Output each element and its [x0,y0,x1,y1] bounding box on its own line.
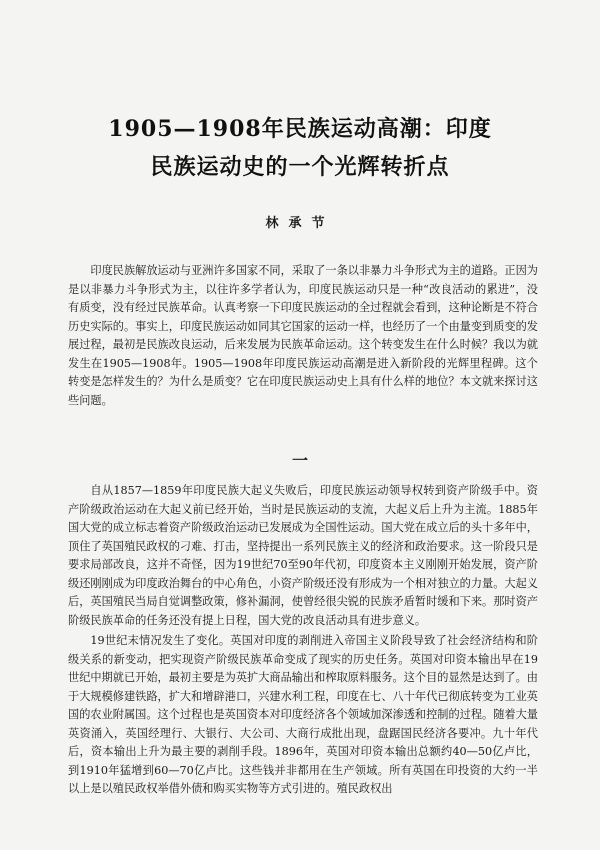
section-heading: 一 [291,451,308,470]
article-title-line-2: 民族运动史的一个光辉转折点 [150,154,450,180]
article-title-line-1: 1905—1908年民族运动高潮：印度 [108,116,492,142]
body-paragraph-2: 19世纪末情况发生了变化。英国对印度的剥削进入帝国主义阶段导致了社会经济结构和阶级关系的新变动，把实现资产阶级民族革命变成了现实的历史任务。英国对印资本输出早在19世纪中期就已开始，最初主要是为英扩大商品输出和榨取原料服务。这个目的显然是达到了。由于大规模修建铁路，扩大和增辟港口，兴建水利工程，印度在七、八十年代已彻底转变为工业英国的农业附属国。这个过程也是英国资本对印度经济各个领域加深渗透和控制的过程。随着大量英资涌入，英国经理行、大银行、大公司、大商行成批出现，盘踞国民经济各要冲。九十年代后，资本输出上升为最主要的剥削手段。1896年，英国对印资本输出总额约40—50亿卢比，到1910年猛增到60—70亿卢比。这些钱并非都用在生产领域。所有英国在印投资的大约一半以上是以殖民政权举借外债和购买实物等方式引进的。殖民政权出 [68,634,538,795]
abstract-paragraph: 印度民族解放运动与亚洲许多国家不同，采取了一条以非暴力斗争形式为主的道路。正因为是以非暴力斗争形式为主，以往许多学者认为，印度民族运动只是一种“改良活动的累进”，没有质变，没有经过民族革命。认真考察一下印度民族运动的全过程就会看到，这种论断是不符合历史实际的。事实上，印度民族运动如同其它国家的运动一样，也经历了一个由量变到质变的发展过程，最初是民族改良运动，后来发展为民族革命运动。这个转变发生在什么时候？我以为就发生在1905—1908年。1905—1908年印度民族运动高潮是进入新阶段的光辉里程碑。这个转变是怎样发生的？为什么是质变？它在印度民族运动史上具有什么样的地位？本文就来探讨这些问题。 [68,264,538,407]
author-name: 林承节 [265,216,335,231]
body-paragraph-1: 自从1857—1859年印度民族大起义失败后，印度民族运动领导权转到资产阶级手中。资产阶级政治运动在大起义前已经开始，当时是民族运动的支流，大起义后上升为主流。1885年国大党的成立标志着资产阶级政治运动已发展成为全国性运动。国大党在成立后的头十多年中，顶住了英国殖民政权的刁难、打击，坚持提出一系列民族主义的经济和政治要求。这一阶段只是要求局部改良，这并不奇怪，因为19世纪70至90年代初，印度资本主义刚刚开始发展，资产阶级还刚刚成为印度政治舞台的中心角色，小资产阶级还没有形成为一个相对独立的力量。大起义后，英国殖民当局自觉调整政策，修补漏洞，使曾经很尖锐的民族矛盾暂时缓和下来。那时资产阶级民族革命的任务还没有提上日程，国大党的改良活动具有进步意义。 [68,484,538,627]
